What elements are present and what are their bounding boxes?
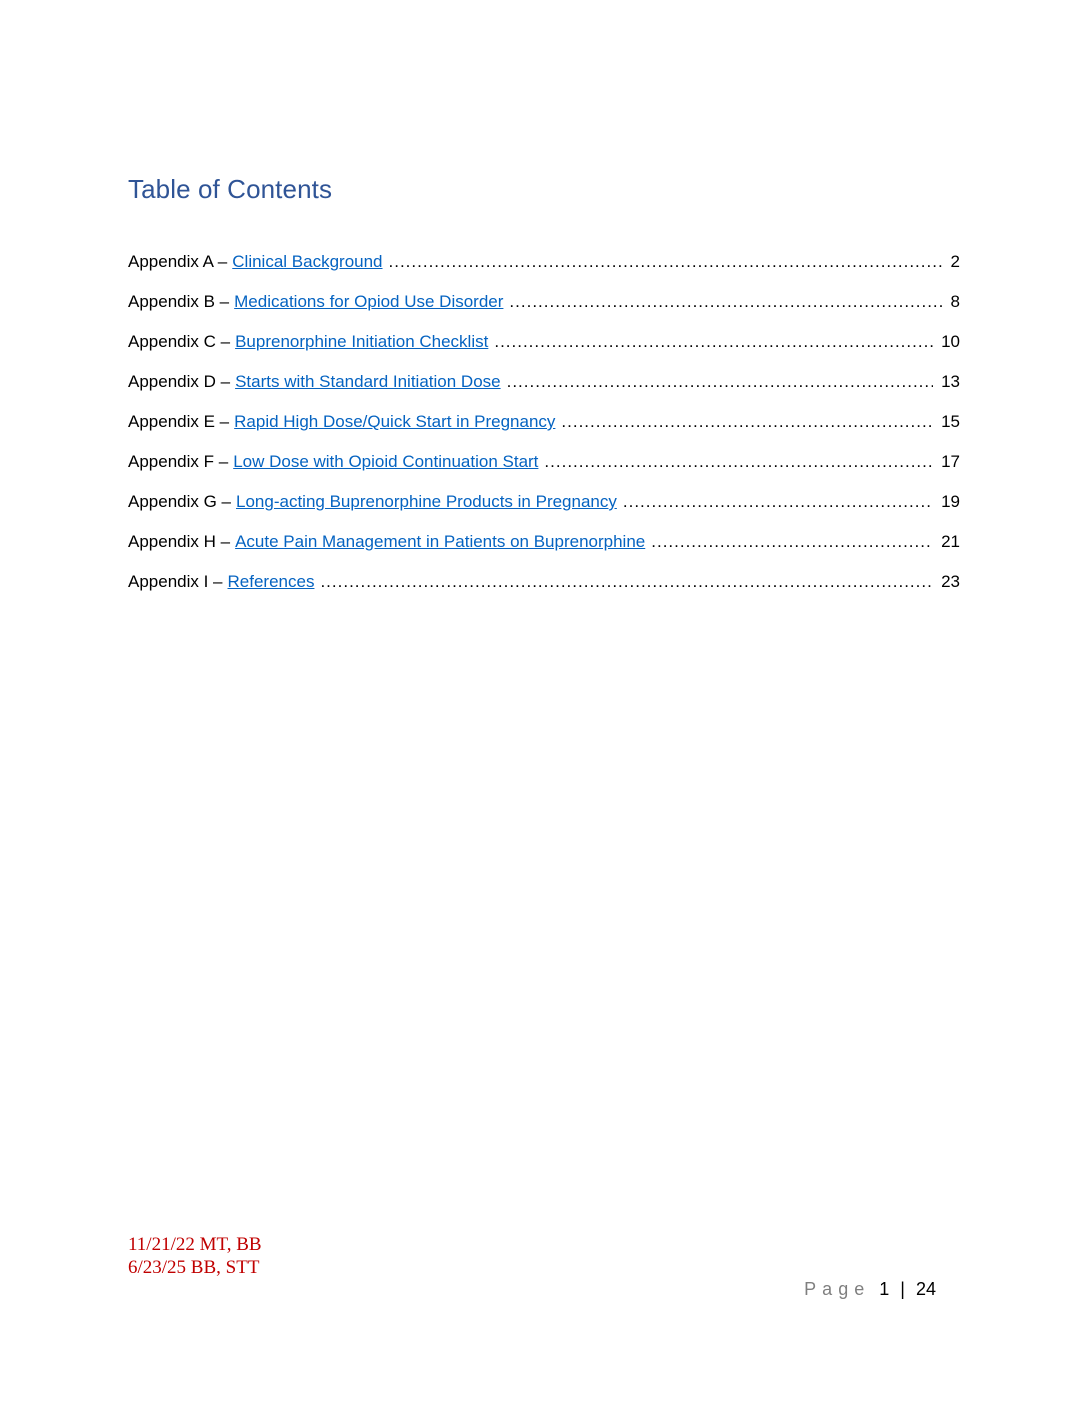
- revision-line: 6/23/25 BB, STT: [128, 1257, 260, 1278]
- toc-entry: [128, 572, 960, 612]
- toc-dot-leader: [651, 532, 933, 552]
- toc-entry-link[interactable]: Medications for Opiod Use Disorder: [234, 292, 504, 311]
- toc-entry-prefix: Appendix C –: [128, 332, 231, 351]
- toc-entry: [128, 372, 960, 412]
- toc-title: Table of Contents: [128, 174, 333, 204]
- toc-entry-link[interactable]: Rapid High Dose/Quick Start in Pregnancy: [234, 412, 556, 431]
- toc-entry-page-number: 13: [941, 372, 960, 391]
- toc-entry-page-number: 15: [941, 412, 960, 431]
- toc-entry-link[interactable]: Starts with Standard Initiation Dose: [235, 372, 501, 391]
- toc-entry-prefix: Appendix B –: [128, 292, 230, 311]
- toc-dot-leader: [623, 492, 933, 512]
- toc-dot-leader: [561, 412, 933, 432]
- toc-entry-page-number: 19: [941, 492, 960, 511]
- toc-entry: [128, 332, 960, 372]
- footer-separator: |: [900, 1279, 905, 1299]
- toc-entry-prefix: Appendix F –: [128, 452, 229, 471]
- toc-entry-prefix: Appendix D –: [128, 372, 231, 391]
- toc-entry-page-number: 21: [941, 532, 960, 551]
- toc-entry: [128, 292, 960, 332]
- toc-entry-prefix: Appendix G –: [128, 492, 232, 511]
- toc-entry-page-number: 10: [941, 332, 960, 351]
- toc-entry: [128, 532, 960, 572]
- toc-entry-prefix: Appendix E –: [128, 412, 230, 431]
- toc-dot-leader: [320, 572, 933, 592]
- toc-list: [128, 252, 960, 612]
- toc-dot-leader: [507, 372, 933, 392]
- toc-entry-link[interactable]: Low Dose with Opioid Continuation Start: [233, 452, 539, 471]
- toc-entry-page-number: 2: [950, 252, 960, 271]
- toc-entry-page-number: 23: [941, 572, 960, 591]
- toc-dot-leader: [389, 252, 943, 272]
- page-footer: [804, 1279, 936, 1300]
- toc-dot-leader: [509, 292, 942, 312]
- footer-current-page: 1: [879, 1279, 890, 1299]
- toc-entry-page-number: 17: [941, 452, 960, 471]
- toc-dot-leader: [494, 332, 933, 352]
- revision-line: 11/21/22 MT, BB: [128, 1234, 262, 1255]
- toc-entry-link[interactable]: Long-acting Buprenorphine Products in Pregnancy: [236, 492, 617, 511]
- toc-entry-link[interactable]: Clinical Background: [232, 252, 383, 271]
- toc-entry-prefix: Appendix I –: [128, 572, 223, 591]
- toc-dot-leader: [544, 452, 933, 472]
- toc-entry-prefix: Appendix H –: [128, 532, 231, 551]
- footer-page-label: Page: [804, 1279, 871, 1299]
- toc-entry: [128, 252, 960, 292]
- toc-entry-link[interactable]: Acute Pain Management in Patients on Buprenorphine: [235, 532, 646, 551]
- revision-notes: [128, 1233, 262, 1279]
- footer-total-pages: 24: [915, 1279, 936, 1299]
- toc-entry: [128, 452, 960, 492]
- toc-entry-link[interactable]: Buprenorphine Initiation Checklist: [235, 332, 489, 351]
- toc-entry-page-number: 8: [950, 292, 960, 311]
- toc-entry: [128, 412, 960, 452]
- toc-entry: [128, 492, 960, 532]
- toc-entry-link[interactable]: References: [227, 572, 315, 591]
- toc-entry-prefix: Appendix A –: [128, 252, 228, 271]
